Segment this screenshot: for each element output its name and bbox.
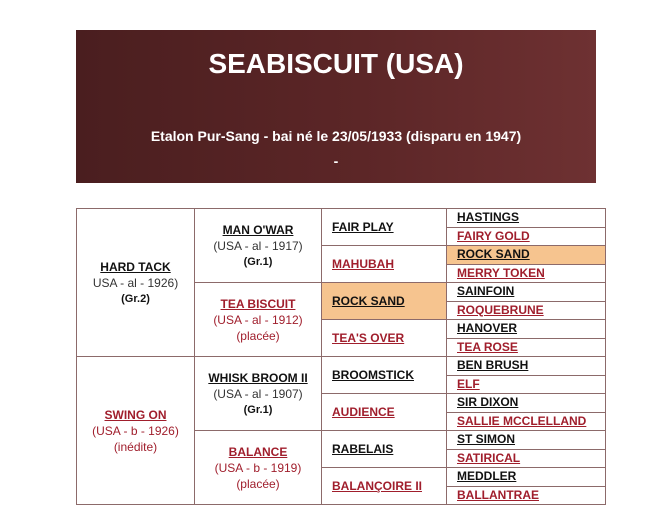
gen2-name[interactable]: BALANCE — [228, 444, 288, 459]
horse-subtitle: Etalon Pur-Sang - bai né le 23/05/1933 (disparu en 1947) — [150, 128, 522, 144]
gen4-cell — [447, 338, 606, 357]
gen2-note: (placée) — [236, 476, 280, 491]
gen3-name[interactable]: RABELAIS — [332, 442, 394, 456]
gen2-details: (USA - al - 1912) — [213, 312, 303, 327]
gen4-cell — [447, 283, 606, 302]
dam-name[interactable]: SWING ON — [104, 407, 167, 422]
gen2-details: (USA - b - 1919) — [214, 460, 302, 475]
gen3-cell — [322, 320, 447, 357]
gen3-name[interactable]: FAIR PLAY — [332, 220, 394, 234]
gen4-cell — [447, 431, 606, 450]
gen4-cell — [447, 449, 606, 468]
subtitle-separator: - — [333, 153, 339, 169]
gen4-cell — [447, 264, 606, 283]
gen4-name[interactable]: TEA ROSE — [457, 339, 518, 354]
gen4-cell-highlighted — [447, 246, 606, 265]
gen4-name[interactable]: BEN BRUSH — [457, 358, 529, 373]
gen4-cell — [447, 227, 606, 246]
gen4-cell — [447, 320, 606, 339]
gen3-name[interactable]: BROOMSTICK — [332, 368, 414, 382]
gen4-name[interactable]: SIR DIXON — [457, 395, 519, 410]
gen3-name[interactable]: TEA'S OVER — [332, 331, 405, 345]
gen3-cell — [322, 431, 447, 468]
gen2-name[interactable]: MAN O'WAR — [222, 222, 294, 237]
gen2-name[interactable]: TEA BISCUIT — [220, 296, 296, 311]
gen3-cell — [322, 209, 447, 246]
gen3-name[interactable]: BALANÇOIRE II — [332, 479, 422, 493]
maternal-family: Famille maternelle 5-j — [264, 180, 408, 196]
gen2-cell — [195, 357, 322, 431]
pedigree-table — [76, 208, 606, 505]
gen4-cell — [447, 486, 606, 505]
gen4-name[interactable]: ROCK SAND — [457, 247, 530, 262]
gen4-cell — [447, 301, 606, 320]
gen4-name[interactable]: SATIRICAL — [457, 450, 521, 465]
gen3-cell — [322, 468, 447, 505]
gen4-name[interactable]: MERRY TOKEN — [457, 265, 545, 280]
dam-cell — [77, 357, 195, 505]
gen2-name[interactable]: WHISK BROOM II — [208, 370, 308, 385]
gen4-name[interactable]: BALLANTRAE — [457, 487, 539, 502]
gen4-cell — [447, 375, 606, 394]
gen2-note: (Gr.1) — [243, 255, 273, 268]
gen3-name[interactable]: AUDIENCE — [332, 405, 395, 419]
sire-name[interactable]: HARD TACK — [100, 259, 171, 274]
gen3-cell — [322, 357, 447, 394]
gen2-details: (USA - al - 1907) — [213, 386, 303, 401]
title-banner — [76, 30, 596, 196]
gen4-name[interactable]: SAINFOIN — [457, 284, 515, 299]
gen4-name[interactable]: SALLIE MCCLELLAND — [457, 413, 587, 428]
gen4-cell — [447, 412, 606, 431]
gen2-note: (Gr.1) — [243, 403, 273, 416]
gen4-name[interactable]: HASTINGS — [457, 210, 520, 225]
dam-note: (inédite) — [113, 439, 158, 454]
gen4-name[interactable]: ELF — [457, 376, 480, 391]
gen3-cell — [322, 394, 447, 431]
gen4-cell — [447, 468, 606, 487]
dam-details: (USA - b - 1926) — [92, 423, 179, 438]
gen3-name[interactable]: ROCK SAND — [332, 294, 405, 308]
sire-note: (Gr.2) — [121, 292, 150, 305]
gen4-name[interactable]: ST SIMON — [457, 432, 516, 447]
gen4-name[interactable]: HANOVER — [457, 321, 518, 336]
gen3-cell — [322, 246, 447, 283]
sire-details: USA - al - 1926) — [92, 275, 179, 290]
gen2-details: (USA - al - 1917) — [213, 238, 303, 253]
gen3-name[interactable]: MAHUBAH — [332, 257, 394, 271]
gen3-cell-highlighted — [322, 283, 447, 320]
horse-title: SEABISCUIT (USA) — [208, 48, 464, 79]
gen4-cell — [447, 394, 606, 413]
gen2-cell — [195, 283, 322, 357]
gen4-name[interactable]: FAIRY GOLD — [457, 228, 530, 243]
gen2-cell — [195, 431, 322, 505]
gen4-cell — [447, 357, 606, 376]
gen4-cell — [447, 209, 606, 228]
gen4-name[interactable]: ROQUEBRUNE — [457, 302, 544, 317]
gen2-cell — [195, 209, 322, 283]
gen4-name[interactable]: MEDDLER — [457, 469, 517, 484]
sire-cell — [77, 209, 195, 357]
gen2-note: (placée) — [236, 328, 280, 343]
